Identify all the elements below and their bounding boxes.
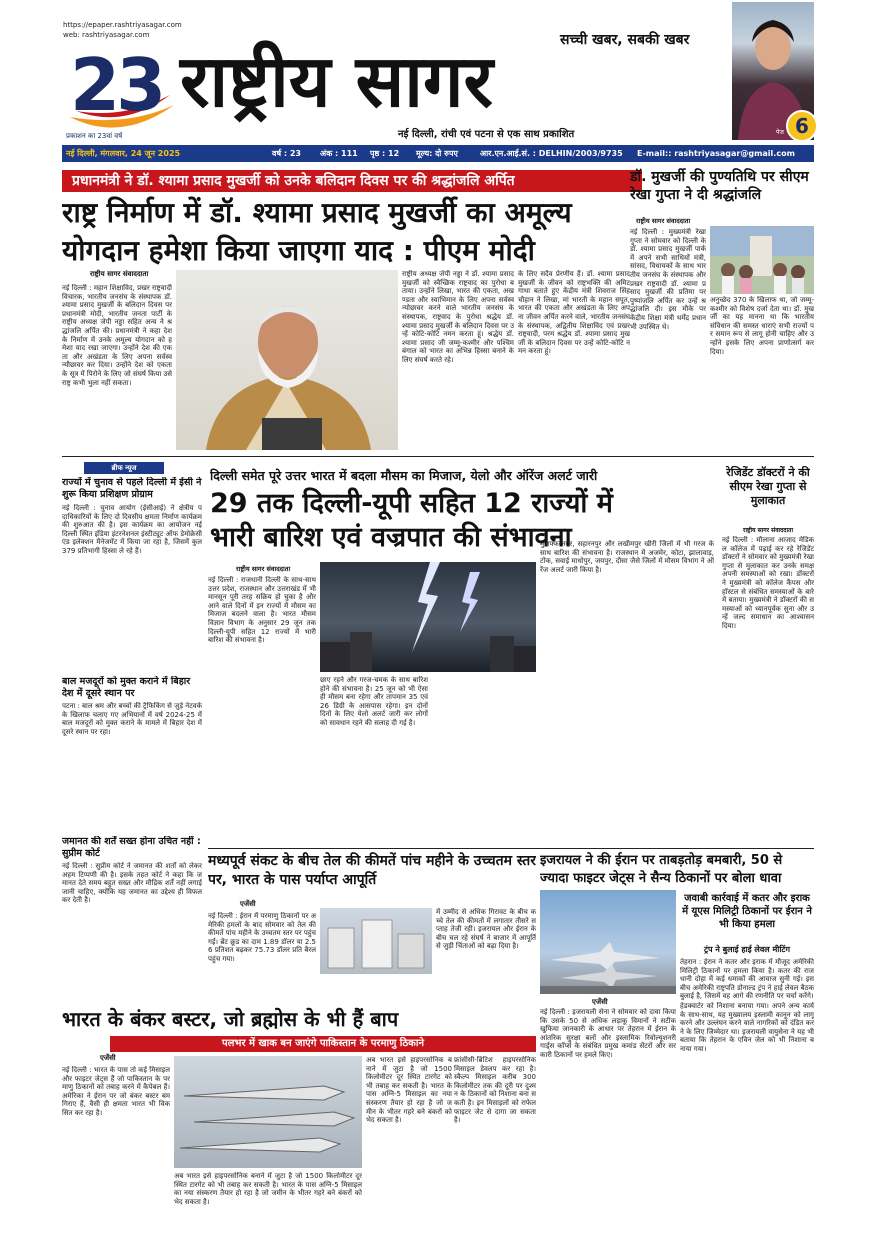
oil-headline: मध्यपूर्व संकट के बीच तेल की कीमतें पांच महीने के उच्चतम स्तर पर, भारत के पास पर्याप्त आपूर्ति	[208, 853, 536, 888]
price: मूल्य: दो रुपए	[416, 149, 458, 158]
israel-byline: एजेंसी	[592, 998, 608, 1006]
israel-headline: इजरायल ने की ईरान पर ताबड़तोड़ बमबारी, 50 से ज्यादा फाइटर जेट्स ने सैन्य ठिकानों पर बोला धावा	[540, 853, 783, 886]
brief-h2: बाल मजदूरों को मुक्त कराने में बिहार देश में दूसरे स्थान पर	[62, 676, 191, 699]
weather-headline-1: 29 तक दिल्ली-यूपी सहित 12 राज्यों में	[210, 488, 613, 519]
oil-refinery-icon	[320, 908, 432, 974]
tribute-photo-icon	[710, 226, 814, 294]
brief-t1: नई दिल्ली : चुनाव आयोग (ईसीआई) ने क्षेत्रीय पदाधिकारियों के लिए दो दिवसीय क्षमता निर्माण कार्यक्रम की शुरुआत की है। इस कार्यक्रम का आयोजन नई दिल्ली स्थित इंडिया इंटरनेशनल इंस्टीट्यूट ऑफ डेमोक्रेसी एंड इलेक्शन मैनेजमेंट में किया जा रहा है, जिसमें कुल 379 प्रतिभागी हिस्सा ले रहे हैं।	[62, 504, 202, 555]
lead-col-1: नई दिल्ली : महान शिक्षाविद, प्रखर राष्ट्रवादी विचारक, भारतीय जनसंघ के संस्थापक डॉ. श्यामा प्रसाद मुखर्जी के बलिदान दिवस पर प्रधानमंत्री मोदी, भारतीय जनता पार्टी के राष्ट्रीय अध्यक्ष जेपी नड्डा सहित अन्य ने श्रद्धांजलि अर्पित की। प्रधानमंत्री ने कहा देश के निर्माण में उनके अमूल्य योगदान को हमेशा याद रखा जाएगा। उन्होंने देश की एकता और अखंडता के लिए अपना सर्वस्व न्यौछावर कर दिया। उन्होंने देश को एकता के सूत्र में पिरोने के लिए जो संघर्ष किया उसे राष्ट्र कभी भुला नहीं सकता।	[62, 284, 172, 387]
bunker-col-2: अब भारत इसे हाइपरसोनिक बनाने में जुटा है जो 1500 किलोमीटर दूर स्थित टारगेट को भी तबाह कर सकती है। भारत के पास अग्नि-5 मिसाइल का नया संस्करण तैयार हो रहा है जो जमीन के भीतर गहरे बने बंकरों को भेद सकता है।	[366, 1056, 452, 1125]
oil-byline: एजेंसी	[240, 900, 256, 908]
israel-col-2: हेडक्वार्टर को निशाना बनाया गया। अपने अन्य कार्य के साथ-साथ, यह मुख्यालय इस्लामी कानून को लागू करने और उल्लंघन करने वाले नागरिकों को दंडित करने के लिए जिम्मेदार था। इजरायली वायुसेना ने यह भी बताया कि तेहरान के एविन जेल को भी निशाना बनाया गया।	[680, 1002, 814, 1053]
lead-byline: राष्ट्रीय सागर संवाददाता	[90, 270, 149, 278]
bunker-headline: भारत के बंकर बस्टर, जो ब्रह्मोस के भी हैं बाप	[62, 1007, 399, 1031]
website-url[interactable]: web: rashtriyasagar.com	[63, 31, 150, 39]
side1-byline: राष्ट्रीय सागर संवाददाता	[636, 217, 691, 225]
brief-h3: जमानत की शर्तें सख्त होना उचित नहीं : सुप्रीम कोर्ट	[62, 836, 201, 859]
divider-line	[62, 456, 814, 457]
divider-line-2	[208, 848, 814, 849]
bunker-photo-text: अब भारत इसे हाइपरसोनिक बनाने में जुटा है जो 1500 किलोमीटर दूर स्थित टारगेट को भी तबाह कर सकती है। भारत के पास अग्नि-5 मिसाइल का नया संस्करण तैयार हो रहा है जो जमीन के भीतर गहरे बने बंकरों को भेद सकता है।	[174, 1172, 362, 1206]
paper-title: राष्ट्रीय सागर	[180, 39, 493, 123]
issue: अंक : 111	[320, 149, 358, 158]
lead-headline-2: योगदान हमेशा किया जाएगा याद : पीएम मोदी	[62, 234, 535, 267]
oil-col-2: में उम्मीद से अधिक गिरावट के बीच कच्चे तेल की कीमतों में लगातार तीसरे सप्ताह तेजी रही। इजरायल और ईरान के बीच चल रहे संघर्ष ने बाजार में आपूर्ति से जुड़ी चिंताओं को बढ़ा दिया है।	[436, 908, 536, 951]
lead-kicker: प्रधानमंत्री ने डॉ. श्यामा प्रसाद मुखर्जी को उनके बलिदान दिवस पर की श्रद्धांजलि अर्पित	[62, 170, 642, 192]
lead-col-3: के लिए सदैव प्रेरणीय हैं। डॉ. श्यामा प्रसाद मुखर्जी के जीवन को राष्ट्रभक्ति की अमिट गाथा बताते हुए केंद्रीय मंत्री शिवराज सिंह चौहान ने लिखा, मां भारती के महान सपूत, भारत की एकता और अखंडता के लिए अपना जीवन अर्पित करने वाले, भारतीय जनसंघ के संस्थापक, अद्वितीय शिक्षाविद एवं प्रखर राष्ट्रवादी, परम श्रद्धेय डॉ. श्यामा प्रसाद मुखर्जी के बलिदान दिवस पर उन्हें कोटि-कोटि नमन करता हूं।	[518, 270, 630, 356]
missile-icon	[174, 1056, 362, 1168]
bunker-kicker: पलभर में खाक बन जाएंगे पाकिस्तान के परमाणु ठिकाने	[110, 1036, 536, 1052]
logo-number: 23	[70, 43, 163, 127]
israel-photo	[540, 890, 676, 994]
logo-23	[66, 43, 176, 133]
weather-col-3: मुजफ्फरनगर, सहारनपुर और लखीमपुर खीरी जिलों में भी गरज के साथ बारिश की संभावना है। राजस्थान में अजमेर, कोटा, झालावाड़, टोंक, सवाई माधोपुर, जयपुर, दौसा जैसे जिलों में मौसम विभाग ने ऑरेंज अलर्ट जारी किया है।	[540, 540, 714, 574]
year: वर्ष : 23	[272, 149, 301, 158]
masthead	[0, 0, 877, 145]
lead-photo	[176, 270, 398, 450]
brief-label-text: ब्रीफ न्यूज	[111, 464, 137, 472]
bunker-photo	[174, 1056, 362, 1168]
side1-photo	[710, 226, 814, 294]
lead-headline-1: राष्ट्र निर्माण में डॉ. श्यामा प्रसाद मुखर्जी का अमूल्य	[62, 196, 572, 229]
israel-col-1: नई दिल्ली : इजरायली सेना ने सोमवार को दावा किया कि उसके 50 से अधिक लड़ाकू विमानों ने सटीक खुफिया जानकारी के आधार पर तेहरान में ईरान के आंतरिक सुरक्षा बलों और इस्लामिक रिवोल्यूशनरी गार्ड्स कॉर्प्स के संबंधित प्रमुख कमांड सेंटरों और सरकारी ठिकानों पर हमले किए।	[540, 1008, 676, 1059]
oil-col-1: नई दिल्ली : ईरान में परमाणु ठिकानों पर अमेरिकी हमलों के बाद सोमवार को तेल की कीमतें पांच महीने के उच्चतम स्तर पर पहुंच गईं। ब्रेंट क्रूड का दाम 1.89 डॉलर या 2.56 प्रतिशत बढ़कर 75.73 डॉलर प्रति बैरल पहुंच गया।	[208, 912, 316, 963]
brief-t3: नई दिल्ली : सुप्रीम कोर्ट ने जमानत की शर्तों को लेकर अहम टिप्पणी की है। इसके तहत कोर्ट ने कहा कि जमानत देते समय बहुत सख्त और मौद्रिक शर्तें नहीं लगाई जानी चाहिए, क्योंकि यह जमानत का उद्देश्य ही विफल कर देती है।	[62, 862, 202, 905]
weather-col-2: छाए रहने और गरज-चमक के साथ बारिश होने की संभावना है। 25 जून को भी ऐसा ही मौसम बना रहेगा और तापमान 35 एवं 26 डिग्री के आसपास रहेगा। इन दोनों दिनों के लिए येलो अलर्ट जारी कर लोगों को सावधान रहने की सलाह दी गई है।	[320, 676, 428, 727]
side1-headline: डॉ. मुखर्जी की पुण्यतिथि पर सीएम रेखा गुप्ता ने दी श्रद्धांजलि	[630, 169, 809, 203]
weather-byline: राष्ट्रीय सागर संवाददाता	[236, 565, 291, 573]
weather-photo	[320, 562, 536, 672]
page-number-badge	[786, 110, 818, 142]
bunker-col-1: नई दिल्ली : भारत के पास तो कई मिसाइल और फाइटर जेट्स हैं जो पाकिस्तान के परमाणु ठिकानों को तबाह करने में कैपेबल हैं। अमेरिका ने ईरान पर जो बंकर बस्टर बम गिराए हैं, वैसी ही क्षमता भारत भी विकसित कर रहा है।	[62, 1066, 170, 1117]
side1-col-1: नई दिल्ली : मुख्यमंत्री रेखा गुप्ता ने सोमवार को दिल्ली के डॉ. श्यामा प्रसाद मुखर्जी पार्क में अपने सभी साथियों मंत्री, सांसद, विधायकों के साथ भारतीय जनसंघ के संस्थापक और प्रखर राष्ट्रवादी डॉ. श्यामा प्रसाद मुखर्जी की प्रतिमा पर पुष्पांजलि अर्पित कर उन्हें श्रद्धांजलि दी। इस मौके पर केंद्रीय शिक्षा मंत्री धर्मेंद्र प्रधान भी उपस्थित थे।	[630, 228, 706, 331]
weather-headline-2: भारी बारिश एवं वज्रपात की संभावना	[210, 522, 572, 553]
dateline-bar	[62, 145, 814, 162]
weather-col-1: नई दिल्ली : राजधानी दिल्ली के साथ-साथ उत्तर प्रदेश, राजस्थान और उत्तराखंड में भी मानसून पूरी तरह सक्रिय हो चुका है और आने वाले दिनों में इन राज्यों में मौसम का मिजाज बदलने वाला है। भारत मौसम विज्ञान विभाग के अनुसार 29 जून तक दिल्ली-यूपी सहित 12 राज्यों में भारी बारिश की संभावना है।	[208, 576, 316, 645]
israel-side-text: तेहरान : ईरान ने कतर और इराक में मौजूद अमेरिकी मिलिट्री ठिकानों पर हमला किया है। कतर की राजधानी दोहा में कई धमाकों की आवाज सुनी गई। इस बीच अमेरिकी राष्ट्रपति डोनाल्ड ट्रंप ने हाई लेवल बैठक बुलाई है, जिसमें वह आगे की रणनीति पर चर्चा करेंगे।	[680, 958, 814, 1000]
photo-label: पेज	[776, 129, 784, 136]
logo-tagline: प्रकाशन का 23वां वर्ष	[66, 132, 123, 140]
pages: पृष्ठ : 12	[370, 149, 400, 158]
resident-text: नई दिल्ली : मौलाना आजाद मेडिकल कॉलेज में पढ़ाई कर रहे रेजिडेंट डॉक्टरों ने सोमवार को मुख्यमंत्री रेखा गुप्ता से मुलाकात कर उनके समक्ष अपनी समस्याओं को रखा। डॉक्टरों ने मुख्यमंत्री को कॉलेज कैंपस और हॉस्टल से संबंधित समस्याओं के बारे में बताया। मुख्यमंत्री ने डॉक्टरों की समस्याओं को ध्यानपूर्वक सुना और उन्हें जल्द समाधान का आश्वासन दिया।	[722, 536, 814, 630]
fighter-jets-icon	[540, 890, 676, 994]
lightning-storm-icon	[320, 562, 536, 672]
date: नई दिल्ली, मंगलवार, 24 जून 2025	[66, 149, 181, 158]
israel-side-subhead: ट्रंप ने बुलाई हाई लेवल मीटिंग	[704, 945, 790, 954]
brief-label	[84, 462, 164, 474]
bunker-byline: एजेंसी	[100, 1054, 116, 1062]
lead-col-2: राष्ट्रीय अध्यक्ष जेपी नड्डा ने डॉ. श्यामा प्रसाद मुखर्जी को स्वैच्छिक राष्ट्रवाद का पुरोधा बताया। उन्होंने लिखा, भारत की एकता, अखण्डता और स्वाभिमान के लिए अपना सर्वस्व न्योछावर करने वाले भारतीय जनसंघ के संस्थापक, राष्ट्रवाद के पुरोधा श्रद्धेय डॉ. श्यामा प्रसाद मुखर्जी के बलिदान दिवस पर उन्हें कोटि-कोटि नमन करता हूं। श्रद्धेय डॉ. श्यामा प्रसाद जी जम्मू-कश्मीर और पश्चिम बंगाल को भारत का अभिन्न हिस्सा बनाने के लिए संघर्ष करते रहे।	[402, 270, 514, 364]
israel-side-headline: जवाबी कार्रवाई में कतर और इराक में यूएस मिलिट्री ठिकानों पर ईरान ने भी किया हमला	[682, 893, 812, 930]
page-number: 6	[795, 114, 809, 138]
bunker-col-3: फ्रांसीसी-ब्रिटिश हाइपरसोनिक मिसाइल डेवलप कर रहा है। स्कैल्प मिसाइल करीब 300 किलोमीटर तक की दूरी पर दुश्मन के ठिकानों को निशाना बना सकती है। इन मिसाइलों को राफेल फाइटर जेट से दागा जा सकता है।	[454, 1056, 536, 1125]
email[interactable]: E-mail:: rashtriyasagar@gmail.com	[637, 149, 795, 158]
rni: आर.एन.आई.सं. : DELHIN/2003/9735	[480, 149, 623, 158]
resident-headline: रेजिडेंट डॉक्टरों ने की सीएम रेखा गुप्ता से मुलाकात	[726, 466, 810, 507]
pm-portrait-icon	[176, 270, 398, 450]
slogan: सच्ची खबर, सबकी खबर	[560, 32, 690, 48]
weather-kicker: दिल्ली समेत पूरे उत्तर भारत में बदला मौसम का मिजाज, येलो और ऑरेंज अलर्ट जारी	[210, 468, 598, 483]
side1-col-2: अनुच्छेद 370 के खिलाफ था, जो जम्मू-कश्मीर को विशेष दर्जा देता था। डॉ. मुखर्जी का यह मानना था कि भारतीय संविधान की समस्त धाराएं सभी राज्यों पर समान रूप से लागू होनी चाहिए और उन्होंने इसके लिए अपना प्राणोत्सर्ग कर दिया।	[710, 296, 814, 356]
resident-byline: राष्ट्रीय सागर संवाददाता	[742, 527, 793, 534]
paper-subtitle: नई दिल्ली, रांची एवं पटना से एक साथ प्रकाशित	[398, 129, 575, 140]
epaper-url[interactable]: https://epaper.rashtriyasagar.com	[63, 21, 182, 29]
oil-photo	[320, 908, 432, 974]
brief-t2: पटना : बाल श्रम और बच्चों की ट्रैफिकिंग से जुड़े नेटवर्क के खिलाफ चलाए गए अभियानों में वर्ष 2024-25 में बाल मजदूरों को मुक्त कराने के मामले में बिहार देश में दूसरे स्थान पर रहा।	[62, 702, 202, 736]
brief-h1: राज्यों में चुनाव से पहले दिल्ली में ईसी ने शुरू किया प्रशिक्षण प्रोग्राम	[62, 477, 202, 500]
